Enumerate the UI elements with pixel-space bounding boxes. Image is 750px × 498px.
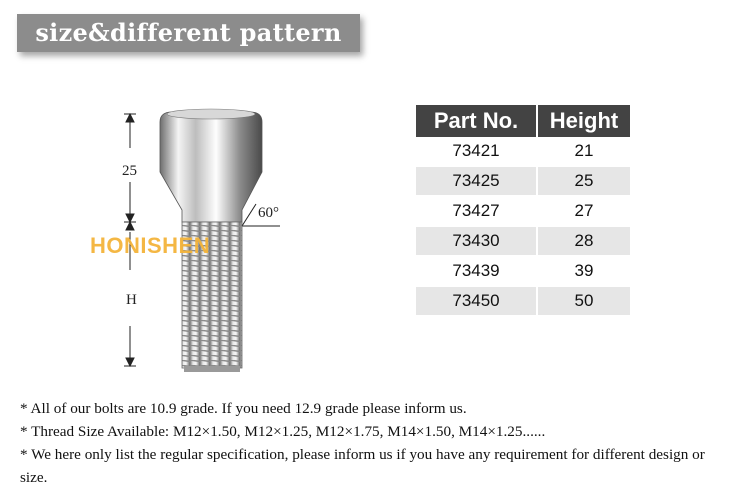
note-specification: * We here only list the regular specification, please inform us if you have any requirement for different design or size. bbox=[20, 446, 705, 486]
table-row bbox=[416, 227, 630, 257]
part-number: 73421 bbox=[416, 137, 536, 167]
height-value: 50 bbox=[538, 287, 630, 317]
part-number: 73425 bbox=[416, 167, 536, 197]
title-banner bbox=[17, 14, 360, 52]
table-row bbox=[416, 167, 630, 197]
table-row bbox=[416, 287, 630, 317]
table-row bbox=[416, 257, 630, 287]
height-value: 39 bbox=[538, 257, 630, 287]
dimension-label-head: 25 bbox=[122, 163, 137, 179]
dimension-label-height: H bbox=[126, 292, 137, 308]
table-row bbox=[416, 197, 630, 227]
table-header-row bbox=[416, 105, 630, 137]
bolt-head bbox=[160, 112, 262, 222]
part-number: 73430 bbox=[416, 227, 536, 257]
header-part-no: Part No. bbox=[416, 105, 536, 137]
table-row bbox=[416, 137, 630, 167]
angle-label: 60° bbox=[258, 205, 279, 221]
brand-watermark: HONISHEN bbox=[90, 233, 211, 258]
part-number: 73427 bbox=[416, 197, 536, 227]
banner-title: size&different pattern bbox=[35, 18, 342, 47]
height-value: 27 bbox=[538, 197, 630, 227]
height-value: 25 bbox=[538, 167, 630, 197]
part-number: 73439 bbox=[416, 257, 536, 287]
header-height: Height bbox=[538, 105, 630, 137]
height-value: 21 bbox=[538, 137, 630, 167]
notes bbox=[20, 397, 730, 489]
part-number: 73450 bbox=[416, 287, 536, 317]
note-thread-sizes: * Thread Size Available: M12×1.50, M12×1.25, M12×1.75, M14×1.50, M14×1.25...... bbox=[20, 423, 546, 440]
part-table bbox=[414, 105, 632, 317]
note-grade: * All of our bolts are 10.9 grade. If you need 12.9 grade please inform us. bbox=[20, 400, 467, 417]
height-value: 28 bbox=[538, 227, 630, 257]
